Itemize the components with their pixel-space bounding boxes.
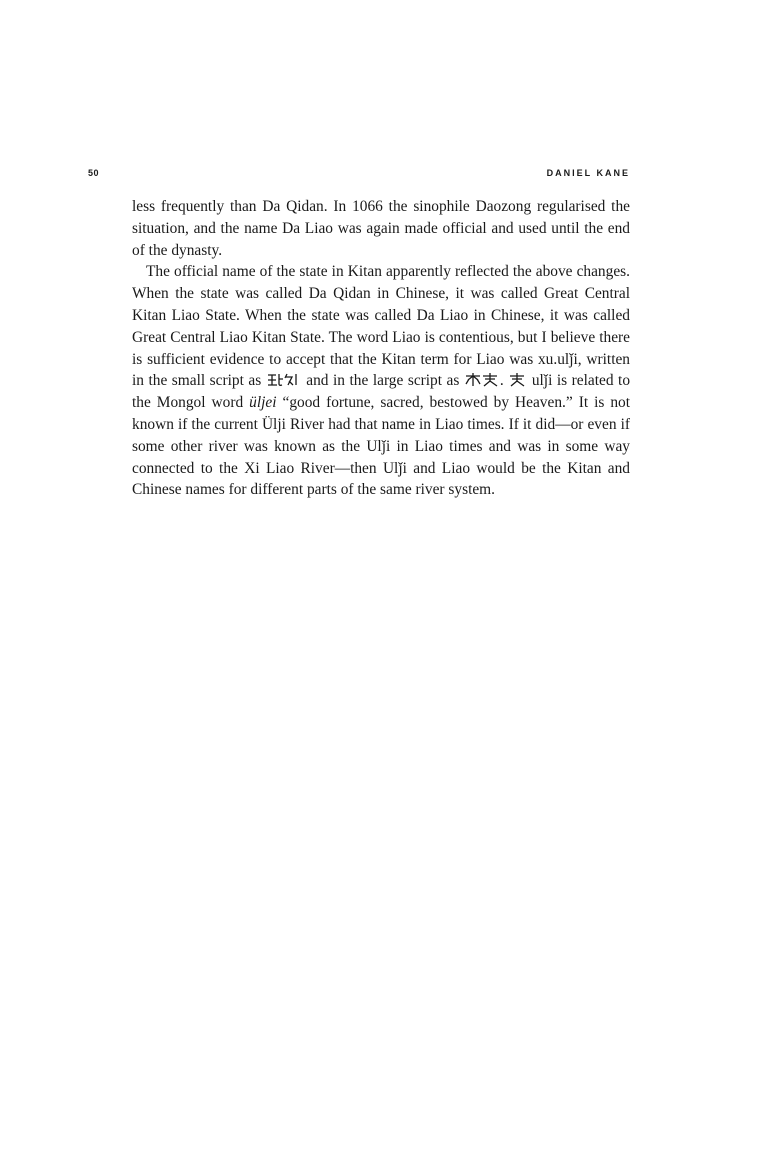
paragraph-2-part-2: and in the large script as	[306, 372, 460, 390]
body-text	[132, 196, 630, 501]
kitan-large-script-glyph	[465, 372, 499, 387]
running-head	[88, 168, 630, 182]
kitan-large-script-glyph-2	[509, 372, 526, 387]
paragraph-2-part-4: ulǰi is related to the Mongol word	[132, 372, 631, 412]
paragraph-2	[132, 261, 630, 501]
running-head-author: DANIEL KANE	[546, 168, 630, 178]
page-number: 50	[88, 168, 100, 178]
paragraph-2-part-1: The official name of the state in Kitan apparently reflected the above changes. When the state was called Da Qidan in Chinese, it was called Great Central Kitan Liao State. When the state was called Da Liao in Chinese, it was called Great Central Liao Kitan State. The word Liao is contentious, but I believe there is sufficient evidence to accept that the Kitan term for Liao was xu.ulǰi, written in the small script as	[132, 263, 630, 390]
paragraph-2-part-3: .	[499, 372, 504, 390]
paragraph-1: less frequently than Da Qidan. In 1066 the sinophile Daozong regularised the situation, and the name Da Liao was again made official and used until the end of the dynasty.	[132, 198, 630, 259]
paragraph-2-part-6: “good fortune, sacred, bestowed by Heaven.” It is not known if the current Ülji River had that name in Liao times. If it did—or even if some other river was known as the Ulǰi in Liao times and was in some way connected to the Xi Liao River—then Ulǰi and Liao would be the Kitan and Chinese names for different parts of the same river system.	[132, 394, 630, 499]
kitan-small-script-glyph	[267, 372, 301, 387]
mongol-word-uljei: üljei	[249, 394, 277, 412]
